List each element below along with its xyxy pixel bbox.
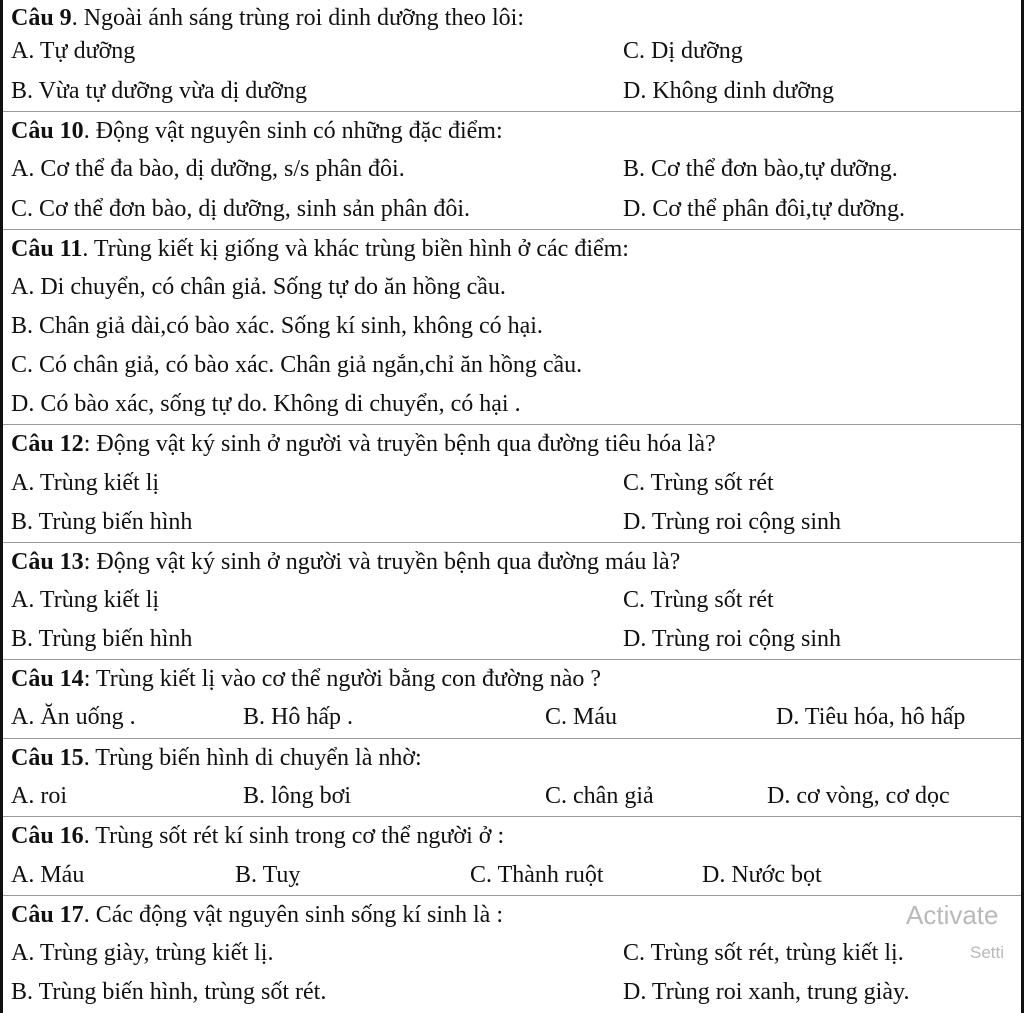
option-a: A. Cơ thể đa bào, dị dưỡng, s/s phân đôi. bbox=[11, 156, 405, 182]
option-d: D. Trùng roi xanh, trung giày. bbox=[623, 979, 910, 1005]
option-d: D. Nước bọt bbox=[702, 862, 822, 888]
option-c: C. Dị dưỡng bbox=[623, 38, 743, 64]
option-b: B. Vừa tự dưỡng vừa dị dưỡng bbox=[11, 78, 307, 104]
option-c: C. Cơ thể đơn bào, dị dưỡng, sinh sản phân đôi. bbox=[11, 196, 471, 222]
option-d: D. Không dinh dưỡng bbox=[623, 78, 835, 104]
option-c: C. Trùng sốt rét bbox=[623, 470, 774, 496]
question-number: Câu 13 bbox=[11, 549, 84, 575]
option-c: C. Thành ruột bbox=[470, 862, 604, 888]
option-a: A. Ăn uống . bbox=[11, 704, 136, 730]
question-text: . Trùng kiết kị giống và khác trùng biền hình ở các điểm: bbox=[82, 236, 629, 262]
option-a: A. Máu bbox=[11, 862, 85, 888]
option-d: D. Tiêu hóa, hô hấp bbox=[776, 704, 966, 730]
option-a: A. Trùng giày, trùng kiết lị. bbox=[11, 940, 274, 966]
options-row bbox=[3, 72, 1024, 110]
option-c: C. Trùng sốt rét bbox=[623, 587, 774, 613]
options-row bbox=[3, 698, 1024, 736]
options-row bbox=[3, 856, 1024, 894]
option-d: D. Có bào xác, sống tự do. Không di chuyển, có hại . bbox=[11, 391, 521, 417]
option-d: D. Trùng roi cộng sinh bbox=[623, 626, 842, 652]
options-row bbox=[3, 385, 1024, 423]
question-number: Câu 17 bbox=[11, 902, 84, 928]
option-a: A. Tự dưỡng bbox=[11, 38, 136, 64]
question-number: Câu 14 bbox=[11, 666, 84, 692]
option-d: D. cơ vòng, cơ dọc bbox=[767, 783, 950, 809]
option-b: B. Trùng biến hình bbox=[11, 509, 193, 535]
option-c: C. chân giả bbox=[545, 783, 654, 809]
options-row bbox=[3, 268, 1024, 306]
settings-watermark: Setti bbox=[970, 943, 1005, 962]
option-c: C. Trùng sốt rét, trùng kiết lị. bbox=[623, 940, 904, 966]
question-text: . Các động vật nguyên sinh sống kí sinh là : bbox=[83, 902, 503, 928]
option-a: A. Trùng kiết lị bbox=[11, 587, 160, 613]
option-b: B. Trùng biến hình bbox=[11, 626, 193, 652]
question-16 bbox=[3, 816, 1024, 855]
options-row bbox=[3, 346, 1024, 384]
options-row bbox=[3, 503, 1024, 541]
question-number: Câu 10 bbox=[11, 118, 84, 144]
question-11 bbox=[3, 229, 1024, 268]
question-14 bbox=[3, 659, 1024, 698]
activate-windows-watermark: Activate bbox=[906, 900, 999, 930]
options-row bbox=[3, 190, 1024, 228]
options-row bbox=[3, 973, 1024, 1011]
option-b: B. Chân giả dài,có bào xác. Sống kí sinh, không có hại. bbox=[11, 313, 543, 339]
option-a: A. Trùng kiết lị bbox=[11, 470, 160, 496]
option-b: B. lông bơi bbox=[243, 783, 352, 809]
options-row bbox=[3, 307, 1024, 345]
question-text: : Động vật ký sinh ở người và truyền bệnh qua đường máu là? bbox=[83, 549, 681, 575]
question-text: . Trùng biến hình di chuyển là nhờ: bbox=[83, 745, 422, 771]
options-row bbox=[3, 777, 1024, 815]
option-b: B. Tuỵ bbox=[235, 862, 301, 888]
question-number: Câu 11 bbox=[11, 236, 83, 262]
question-17 bbox=[3, 895, 1024, 934]
question-text: . Động vật nguyên sinh có những đặc điểm: bbox=[83, 118, 503, 144]
question-number: Câu 15 bbox=[11, 745, 84, 771]
question-10 bbox=[3, 111, 1024, 150]
option-b: B. Hô hấp . bbox=[243, 704, 353, 730]
options-row bbox=[3, 464, 1024, 502]
question-number: Câu 9 bbox=[11, 5, 72, 31]
option-c: C. Máu bbox=[545, 704, 617, 730]
option-a: A. roi bbox=[11, 783, 67, 809]
options-row bbox=[3, 32, 1024, 70]
question-text: . Ngoài ánh sáng trùng roi dinh dưỡng theo lôi: bbox=[71, 5, 524, 31]
question-15 bbox=[3, 738, 1024, 777]
options-row bbox=[3, 620, 1024, 658]
option-d: D. Trùng roi cộng sinh bbox=[623, 509, 842, 535]
option-d: D. Cơ thể phân đôi,tự dưỡng. bbox=[623, 196, 906, 222]
question-number: Câu 12 bbox=[11, 431, 84, 457]
option-b: B. Cơ thể đơn bào,tự dưỡng. bbox=[623, 156, 898, 182]
question-text: : Trùng kiết lị vào cơ thể người bằng con đường nào ? bbox=[83, 666, 602, 692]
question-text: . Trùng sốt rét kí sinh trong cơ thể người ở : bbox=[83, 823, 505, 849]
question-12 bbox=[3, 424, 1024, 463]
options-row bbox=[3, 150, 1024, 188]
question-text: : Động vật ký sinh ở người và truyền bệnh qua đường tiêu hóa là? bbox=[83, 431, 716, 457]
question-number: Câu 16 bbox=[11, 823, 84, 849]
options-row bbox=[3, 581, 1024, 619]
option-a: A. Di chuyển, có chân giả. Sống tự do ăn hồng cầu. bbox=[11, 274, 506, 300]
question-13 bbox=[3, 542, 1024, 581]
option-c: C. Có chân giả, có bào xác. Chân giả ngắn,chỉ ăn hồng cầu. bbox=[11, 352, 583, 378]
option-b: B. Trùng biến hình, trùng sốt rét. bbox=[11, 979, 327, 1005]
options-row bbox=[3, 934, 1024, 972]
